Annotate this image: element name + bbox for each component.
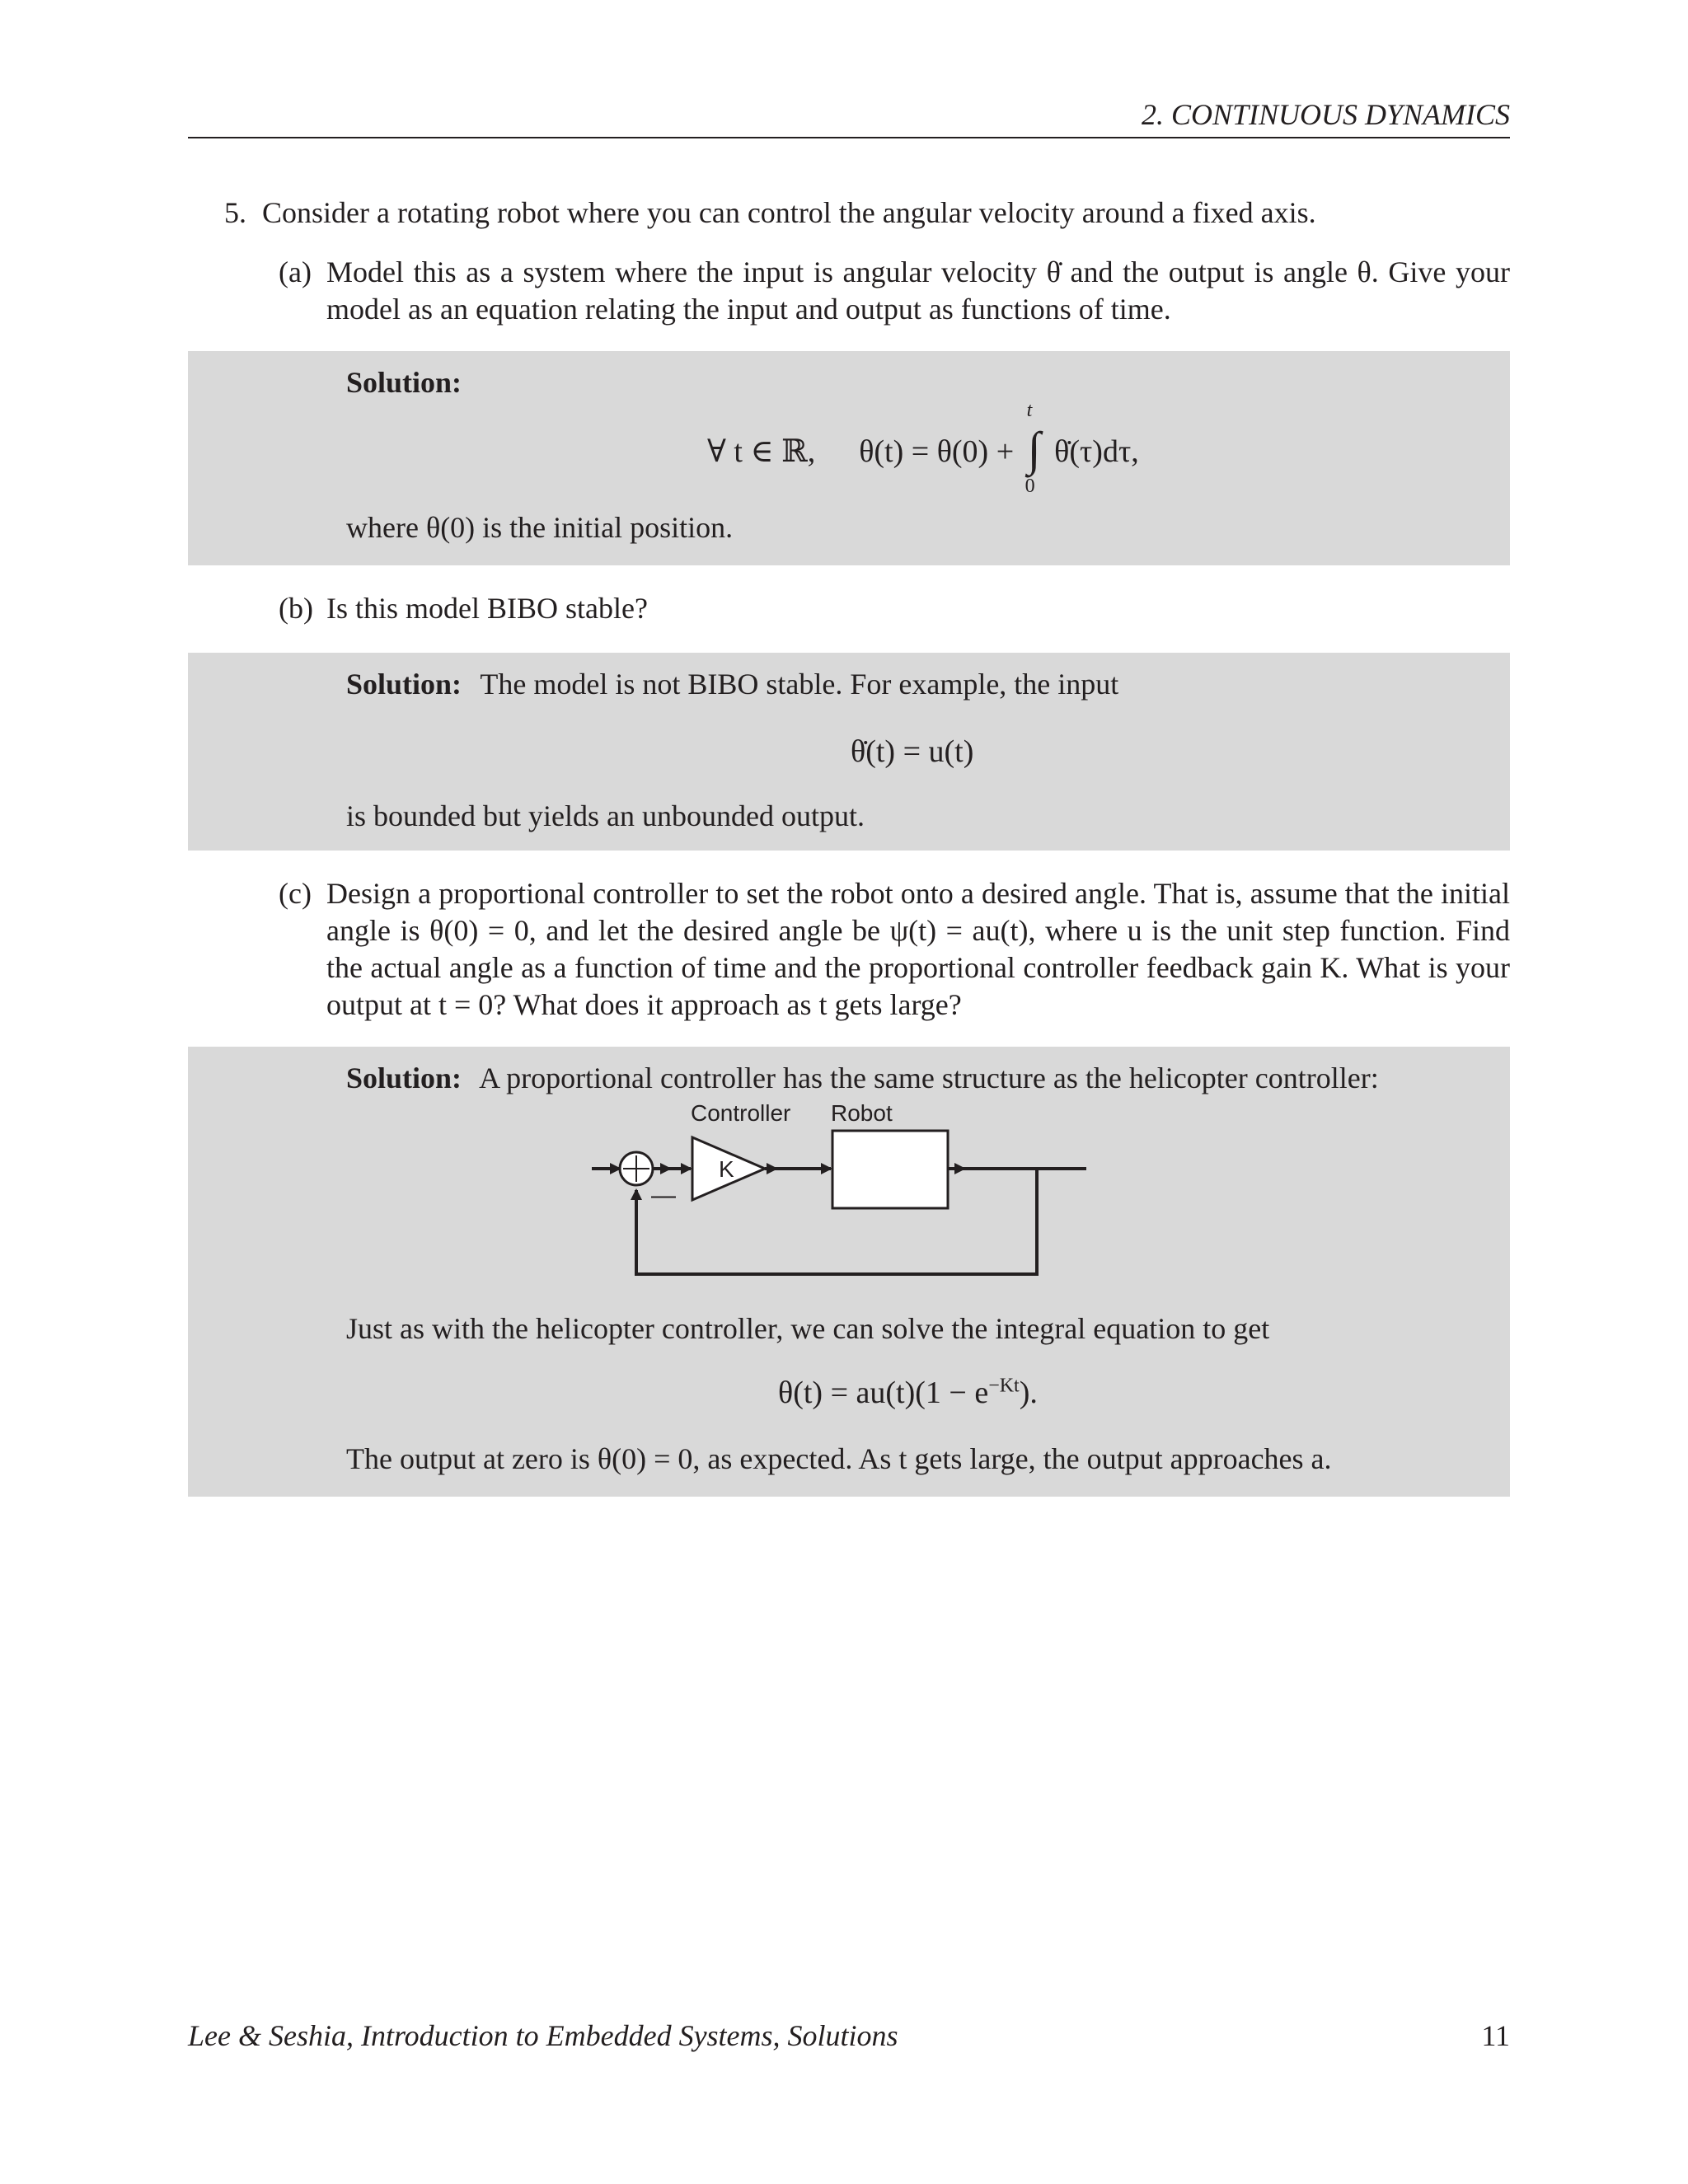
solution-c-intro: A proportional controller has the same structure as the helicopter controller: (479, 1062, 1379, 1094)
robot-block (832, 1131, 948, 1208)
part-a-body (326, 254, 1510, 328)
solution-a-eq-integrand: θ̇(τ)dτ, (1054, 434, 1139, 469)
solution-b-equation: θ̇(t) = u(t) (851, 734, 974, 769)
problem-number: 5. (224, 196, 246, 229)
part-a-line-1: Model this as a system where the input is angular velocity θ̇ and the output is angle θ. Give your (326, 255, 1510, 288)
chapter-title: 2. CONTINUOUS DYNAMICS (1141, 98, 1510, 131)
solution-c-box (188, 1047, 1510, 1497)
solution-a-eq-prefix: ∀ t ∈ ℝ, (707, 434, 816, 469)
solution-a-eq-lhs: θ(t) = θ(0) + (859, 434, 1015, 469)
controller-label: Controller (691, 1101, 791, 1126)
problem-text: Consider a rotating robot where you can control the angular velocity around a fixed axis. (262, 196, 1316, 229)
solution-c-conclusion: The output at zero is θ(0) = 0, as expected. As t gets large, the output approaches a. (346, 1442, 1332, 1475)
solution-a-after: where θ(0) is the initial position. (346, 511, 734, 544)
part-a-label: (a) (279, 255, 312, 288)
solution-b-intro-line (346, 666, 1118, 703)
footer-book-title: Lee & Seshia, Introduction to Embedded Systems, Solutions (188, 2019, 898, 2052)
solution-b-label: Solution: (346, 668, 462, 701)
solution-a-label-line (346, 364, 473, 401)
part-c (279, 875, 1510, 1024)
integral-lower-limit: 0 (1025, 476, 1035, 497)
solution-c-intro-line (346, 1060, 1379, 1097)
solution-b-intro: The model is not BIBO stable. For example, the input (480, 668, 1119, 701)
solution-a-equation (707, 400, 1139, 497)
robot-label: Robot (831, 1101, 893, 1126)
part-c-line-1: Design a proportional controller to set the robot onto a desired angle. That is, assume that the initial (326, 877, 1510, 910)
solution-c-equation (778, 1375, 1038, 1412)
solution-c-middle: Just as with the helicopter controller, we can solve the integral equation to get (346, 1312, 1270, 1345)
page-header (188, 97, 1510, 138)
gain-label: K (719, 1156, 734, 1182)
solution-a-label: Solution: (346, 366, 462, 399)
part-a (279, 254, 1510, 328)
solution-c-eq-main: θ(t) = au(t)(1 − e (778, 1376, 989, 1410)
part-b-label: (b) (279, 592, 313, 625)
part-c-label: (c) (279, 877, 312, 910)
solution-b-after: is bounded but yields an unbounded output. (346, 799, 865, 832)
feedback-block-diagram (592, 1101, 1119, 1291)
part-a-line-2: model as an equation relating the input and output as functions of time. (326, 293, 1171, 326)
integral-sign: t ∫ 0 (1022, 427, 1047, 471)
part-b-text: Is this model BIBO stable? (326, 592, 648, 625)
solution-c-eq-end: ). (1019, 1376, 1038, 1410)
solution-c-eq-exponent: −Kt (988, 1375, 1020, 1397)
solution-c-label: Solution: (346, 1062, 462, 1094)
part-c-line-2: angle is θ(0) = 0, and let the desired angle be ψ(t) = au(t), where u is the unit step function. Find (326, 914, 1510, 947)
part-c-line-3: the actual angle as a function of time and the proportional controller feedback gain K. What is your (326, 951, 1510, 984)
minus-sign: — (651, 1182, 676, 1209)
part-c-body (326, 875, 1510, 1024)
part-b (279, 590, 1510, 627)
integral-upper-limit: t (1026, 400, 1033, 421)
solution-a-box (188, 351, 1510, 565)
part-c-line-4: output at t = 0? What does it approach as t gets large? (326, 988, 962, 1021)
solution-b-box (188, 653, 1510, 851)
footer-page-number: 11 (1481, 2019, 1510, 2052)
